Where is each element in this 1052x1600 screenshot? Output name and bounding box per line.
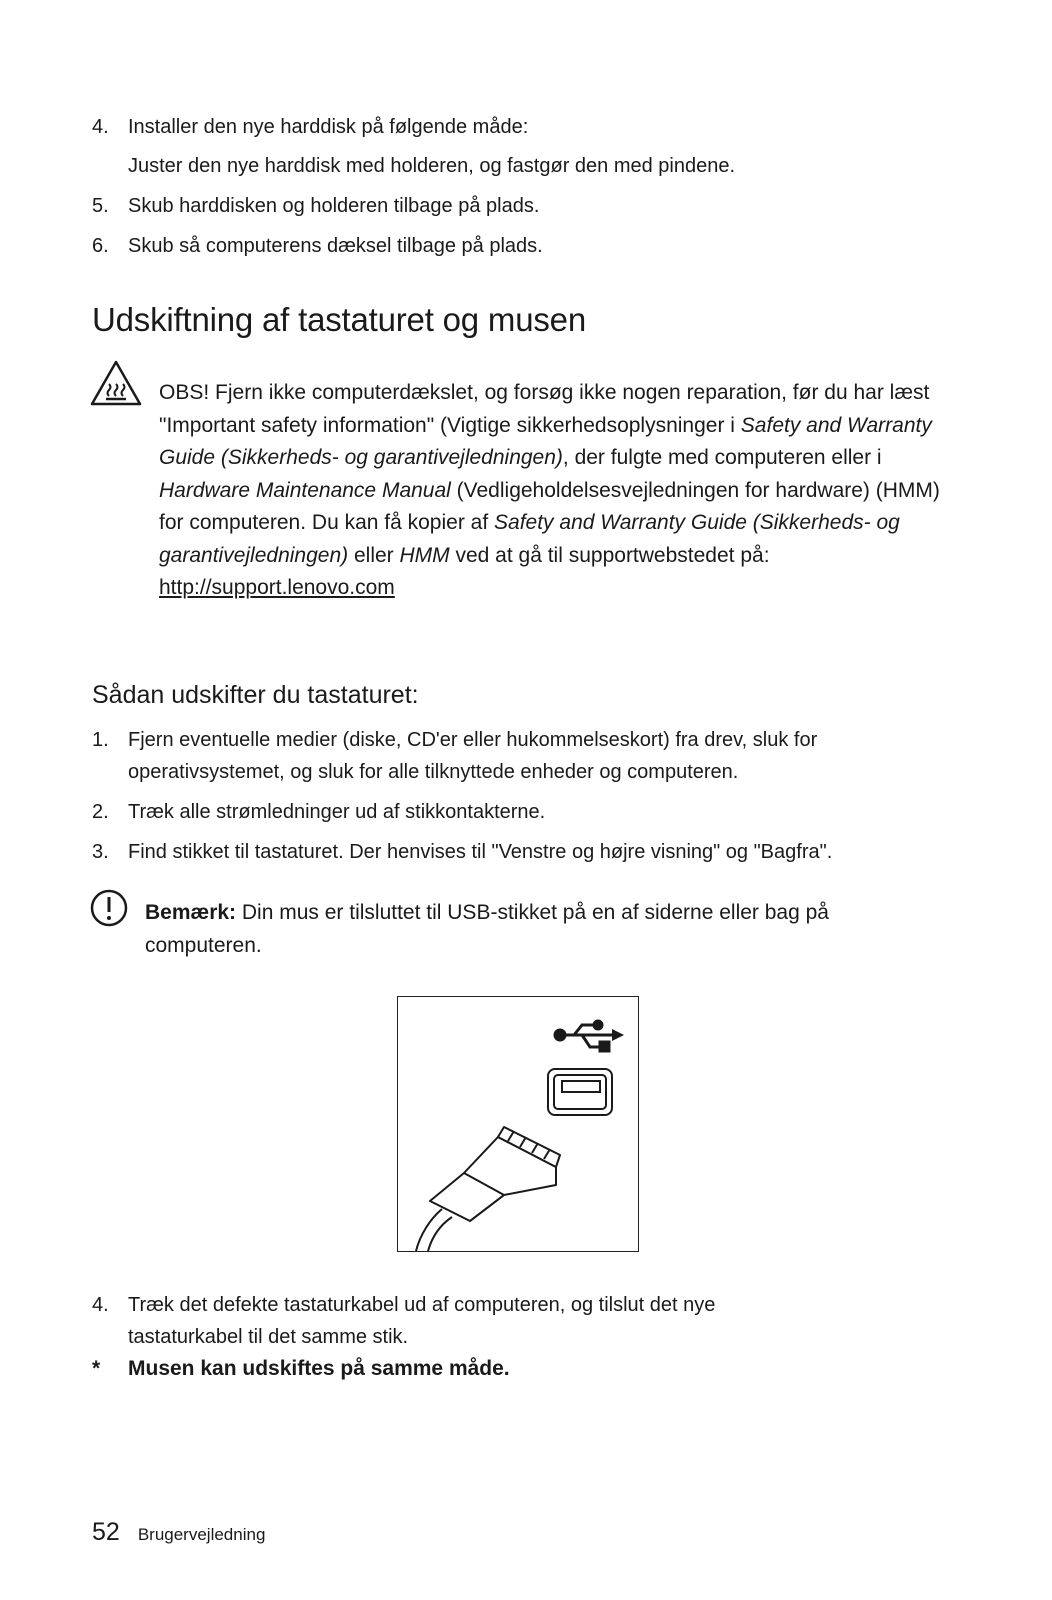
warning-doc-abbrev: HMM [399, 543, 450, 567]
warning-body: Fjern ikke computerdækslet, og forsøg ikke nogen reparation, før du har læst "Important safety information" (Vigtige sikkerhedsoplysninger i [159, 381, 930, 437]
list-number: 3. [92, 841, 109, 863]
warning-doc-title: Hardware Maintenance Manual [159, 478, 451, 502]
list-text: Fjern eventuelle medier (diske, CD'er eller hukommelseskort) fra drev, sluk for operativsystemet, og sluk for alle tilknyttede enheder og computeren. [128, 729, 818, 783]
warning-text [159, 377, 959, 605]
list-number: 4. [92, 1294, 109, 1316]
note-label: Bemærk: [145, 901, 237, 924]
list-item [92, 230, 972, 262]
list-item [92, 724, 972, 788]
mouse-note [92, 1353, 510, 1385]
manual-title: Brugervejledning [137, 1525, 266, 1544]
warning-body: eller [348, 543, 400, 567]
mouse-note-text: Musen kan udskiftes på samme måde. [128, 1357, 510, 1380]
page-number: 52 [92, 1518, 120, 1546]
list-continuation: Juster den nye harddisk med holderen, og fastgør den med pindene. [128, 155, 736, 177]
warning-label: OBS! [159, 381, 210, 404]
usb-symbol-icon [555, 1021, 624, 1051]
list-text: Installer den nye harddisk på følgende måde: [128, 116, 529, 138]
exclamation-note-icon [89, 888, 129, 928]
warning-body: , der fulgte med computeren eller i [562, 446, 882, 469]
list-item [92, 111, 972, 143]
list-text: Skub harddisken og holderen tilbage på plads. [128, 195, 540, 217]
list-item [92, 1289, 972, 1353]
list-text: Træk alle strømledninger ud af stikkontakterne. [128, 801, 546, 823]
page-footer [92, 1518, 265, 1547]
warning-body: ved at gå til supportwebstedet på: [449, 543, 770, 567]
list-text: Skub så computerens dæksel tilbage på plads. [128, 235, 543, 257]
warning-doc-title: Safety and Warranty Guide (Sikkerheds- og garantivejledningen) [159, 511, 900, 567]
list-number: 2. [92, 801, 109, 823]
warning-doc-title: Safety and Warranty Guide (Sikkerheds- og garantivejledningen) [159, 413, 932, 469]
note-body: Din mus er tilsluttet til USB-stikket på en af siderne eller bag på computeren. [145, 901, 829, 957]
hot-surface-warning-icon [90, 360, 142, 406]
list-number: 6. [92, 235, 109, 257]
asterisk-mark: * [92, 1357, 101, 1380]
list-number: 4. [92, 116, 109, 138]
warning-body: (Vedligeholdelsesvejledningen for hardware) (HMM) for computeren. Du kan få kopier af [159, 478, 940, 534]
usb-port-icon [548, 1069, 612, 1115]
support-link[interactable]: http://support.lenovo.com [159, 576, 395, 599]
usb-plug-icon [416, 1127, 560, 1251]
subsection-title: Sådan udskifter du tastaturet: [92, 681, 419, 709]
list-item [92, 190, 972, 222]
list-number: 5. [92, 195, 109, 217]
list-item [92, 836, 972, 868]
list-text: Find stikket til tastaturet. Der henvises til "Venstre og højre visning" og "Bagfra". [128, 841, 833, 863]
section-title: Udskiftning af tastaturet og musen [92, 301, 586, 338]
list-number: 1. [92, 729, 109, 751]
list-item [92, 796, 972, 828]
usb-illustration [397, 996, 639, 1252]
note-text [145, 897, 945, 962]
list-text: Træk det defekte tastaturkabel ud af computeren, og tilslut det nye tastaturkabel til det samme stik. [128, 1294, 716, 1348]
usb-figure [398, 997, 638, 1251]
